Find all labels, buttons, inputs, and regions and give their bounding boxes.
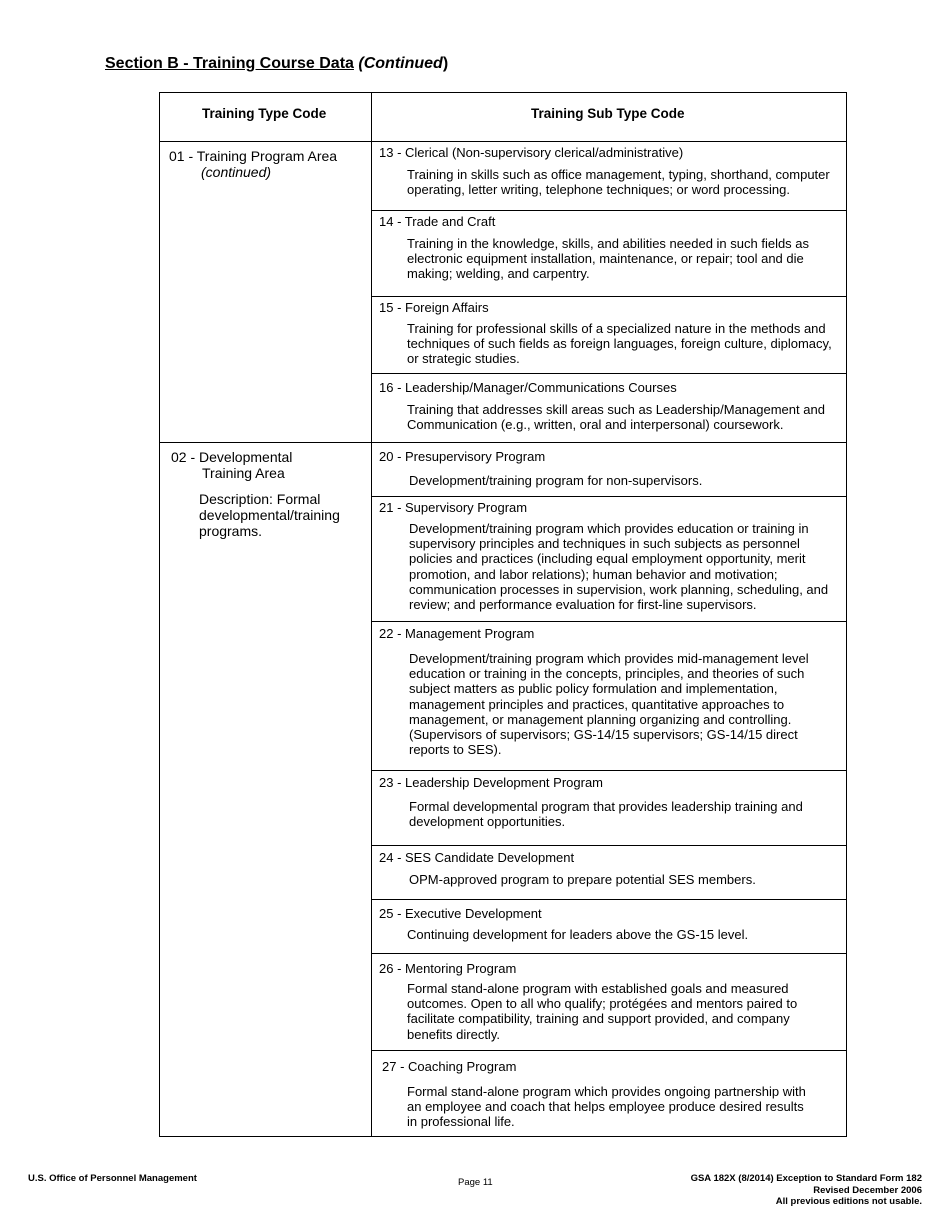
subtype-title: 21 - Supervisory Program	[379, 500, 528, 515]
subtype-description: Training in the knowledge, skills, and abilities needed in such fields as electronic equipment installation, maintenance, or repair; tool and die making; welding, and carpentry.	[407, 236, 810, 282]
subtype-description: OPM-approved program to prepare potential SES members.	[409, 872, 756, 887]
type-code-01-label: 01 - Training Program Area	[169, 148, 338, 164]
subtype-title: 27 - Coaching Program	[382, 1059, 517, 1074]
type-code-02-line2: Training Area	[202, 465, 285, 481]
footer-revision: Revised December 2006	[813, 1184, 922, 1196]
subtype-title: 14 - Trade and Craft	[379, 214, 496, 229]
subtype-description: Development/training program which provides mid-management level education or training in the concepts, principles, and theories of such subject matters as public policy formulation and implementation, management principles and practices, quantitative approaches to management, or management planning organizing and controlling. (Supervisors of supervisors; GS-14/15 supervisors; GS-14/15 direct reports to SES).	[409, 651, 809, 758]
training-code-table	[159, 92, 847, 1137]
row-divider	[371, 373, 846, 374]
row-divider	[371, 953, 846, 954]
subtype-25	[379, 906, 841, 942]
footer-agency: U.S. Office of Personnel Management	[28, 1173, 197, 1184]
type-code-02-description: Description: Formal developmental/training programs.	[199, 491, 340, 539]
subtype-title: 22 - Management Program	[379, 626, 535, 641]
group-divider	[160, 442, 846, 443]
subtype-description: Development/training program which provides education or training in supervisory principles and techniques in such subjects as personnel policies and practices (including equal employment opportunity, merit promotion, and labor relations); human behavior and motivation; communication processes in supervision, work planning, scheduling, and review; and performance evaluation for first-line supervisors.	[409, 521, 829, 613]
row-divider	[371, 296, 846, 297]
footer-page-number: Page 11	[458, 1177, 493, 1188]
subtype-description: Training for professional skills of a specialized nature in the methods and techniques of such fields as foreign languages, foreign culture, diplomacy, or strategic studies.	[407, 321, 832, 367]
continued-close: )	[442, 55, 449, 72]
subtype-title: 15 - Foreign Affairs	[379, 300, 489, 315]
section-title: Section B - Training Course Data	[105, 55, 354, 72]
row-divider	[371, 1050, 846, 1051]
column-divider	[371, 93, 372, 1136]
subtype-22	[379, 626, 841, 757]
subtype-title: 25 - Executive Development	[379, 906, 542, 921]
subtype-description: Training in skills such as office management, typing, shorthand, computer operating, letter writing, telephone techniques; or word processing.	[407, 167, 830, 198]
subtype-16	[379, 380, 841, 432]
subtype-21	[379, 500, 841, 612]
subtype-26	[379, 961, 841, 1042]
type-code-01	[169, 148, 337, 180]
subtype-15	[379, 300, 841, 367]
subtype-13	[379, 145, 841, 197]
subtype-14	[379, 214, 841, 282]
type-code-02	[171, 449, 349, 539]
subtype-27	[382, 1059, 844, 1130]
subtype-title: 23 - Leadership Development Program	[379, 775, 604, 790]
subtype-title: 16 - Leadership/Manager/Communications Courses	[379, 380, 677, 395]
subtype-24	[379, 850, 841, 887]
section-heading	[105, 55, 448, 73]
row-divider	[371, 621, 846, 622]
subtype-description: Formal stand-alone program with established goals and measured outcomes. Open to all who qualify; protégées and mentors paired to facilitate compatibility, training and support provided, and company benefits directly.	[407, 981, 798, 1042]
row-divider	[371, 899, 846, 900]
subtype-title: 20 - Presupervisory Program	[379, 449, 546, 464]
type-code-02-line1: 02 - Developmental	[171, 449, 293, 465]
type-code-01-continued: (continued)	[201, 164, 272, 180]
header-training-type-code: Training Type Code	[202, 106, 327, 121]
subtype-title: 24 - SES Candidate Development	[379, 850, 575, 865]
subtype-description: Formal stand-alone program which provides ongoing partnership with an employee and coach that helps employee produce desired results in professional life.	[407, 1084, 806, 1130]
header-training-sub-type-code: Training Sub Type Code	[531, 106, 685, 121]
continued-label: (Continued	[358, 55, 443, 72]
row-divider	[371, 770, 846, 771]
footer-form-number: GSA 182X (8/2014) Exception to Standard Form 182	[690, 1173, 922, 1184]
row-divider	[371, 845, 846, 846]
subtype-description: Training that addresses skill areas such as Leadership/Management and Communication (e.g., written, oral and interpersonal) coursework.	[407, 402, 825, 433]
subtype-description: Continuing development for leaders above the GS-15 level.	[407, 927, 749, 942]
row-divider	[371, 496, 846, 497]
subtype-description: Development/training program for non-supervisors.	[409, 473, 703, 488]
subtype-title: 13 - Clerical (Non-supervisory clerical/administrative)	[379, 145, 684, 160]
subtype-title: 26 - Mentoring Program	[379, 961, 517, 976]
row-divider	[371, 210, 846, 211]
header-divider	[160, 141, 846, 142]
footer-editions-note: All previous editions not usable.	[775, 1196, 922, 1207]
subtype-23	[379, 775, 841, 829]
footer-form-info	[691, 1173, 922, 1208]
subtype-description: Formal developmental program that provides leadership training and development opportunities.	[409, 799, 803, 830]
subtype-20	[379, 449, 841, 488]
